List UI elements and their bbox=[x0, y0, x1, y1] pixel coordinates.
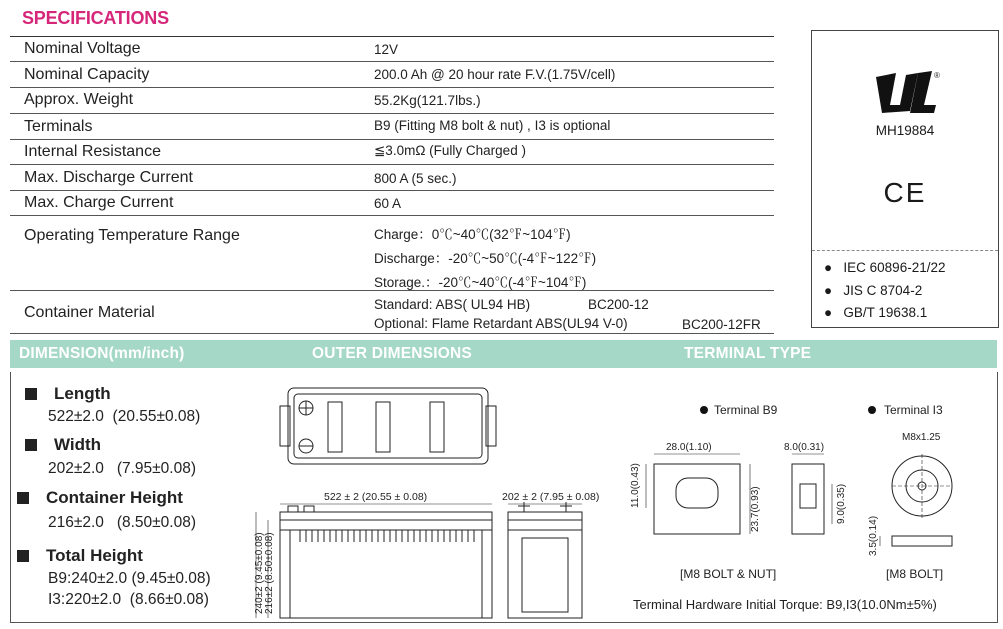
specifications-table bbox=[10, 36, 774, 334]
spec-value-discharge: Discharge：-20℃~50℃(-4℉~122℉) bbox=[374, 251, 597, 266]
terminal-type-drawing bbox=[616, 394, 994, 594]
container-height-value: 216±2.0 (8.50±0.08) bbox=[48, 514, 197, 531]
spec-value: 200.0 Ah @ 20 hour rate F.V.(1.75V/cell) bbox=[374, 67, 616, 82]
standard-item: ● GB/T 19638.1 bbox=[824, 305, 928, 320]
i3-thread-text: M8x1.25 bbox=[902, 432, 941, 443]
spec-row-max-charge-current bbox=[10, 191, 774, 216]
spec-label: Operating Temperature Range bbox=[24, 227, 240, 244]
certification-box bbox=[811, 30, 999, 328]
spec-label: Container Material bbox=[24, 304, 155, 321]
b9-width-text: 28.0(1.10) bbox=[666, 442, 712, 453]
spec-model-standard: BC200-12 bbox=[588, 297, 649, 312]
b9-height-text: 11.0(0.43) bbox=[630, 463, 641, 508]
total-height-b9: B9:240±2.0 (9.45±0.08) bbox=[48, 570, 211, 587]
standard-item: ● IEC 60896-21/22 bbox=[824, 260, 946, 275]
width-dimension-text: 202 ± 2 (7.95 ± 0.08) bbox=[502, 491, 600, 503]
spec-label: Nominal Voltage bbox=[24, 40, 141, 57]
spec-label: Internal Resistance bbox=[24, 143, 161, 160]
spec-model-optional: BC200-12FR bbox=[682, 317, 761, 332]
specifications-title: SPECIFICATIONS bbox=[22, 8, 169, 28]
width-label: Width bbox=[54, 435, 102, 454]
side-view-outline bbox=[508, 502, 582, 618]
spec-label: Approx. Weight bbox=[24, 91, 134, 108]
spec-value: 60 A bbox=[374, 196, 402, 211]
bullet-icon bbox=[700, 406, 708, 414]
spec-label: Nominal Capacity bbox=[24, 66, 150, 83]
terminal-i3-title: Terminal I3 bbox=[884, 403, 943, 417]
ul-number: MH19884 bbox=[875, 123, 935, 138]
spec-label: Terminals bbox=[24, 118, 93, 135]
divider bbox=[812, 250, 998, 251]
terminal-negative-icon bbox=[299, 439, 313, 453]
spec-row-container-material bbox=[10, 291, 774, 334]
total-height-i3: I3:220±2.0 (8.66±0.08) bbox=[48, 591, 209, 608]
bullet-icon bbox=[868, 406, 876, 414]
length-value: 522±2.0 (20.55±0.08) bbox=[48, 408, 201, 425]
spec-row-operating-temperature bbox=[10, 216, 774, 291]
b9-total-text: 23.7(0.93) bbox=[750, 486, 761, 532]
b9-caption: [M8 BOLT & NUT] bbox=[680, 567, 777, 581]
length-dimension-text: 522 ± 2 (20.55 ± 0.08) bbox=[324, 491, 428, 503]
spec-row-terminals bbox=[10, 114, 774, 140]
spec-row-max-discharge-current bbox=[10, 165, 774, 191]
section-header-band bbox=[10, 340, 997, 368]
spec-row-approx-weight bbox=[10, 88, 774, 114]
ce-mark: CE bbox=[883, 177, 927, 208]
spec-value: ≦3.0mΩ (Fully Charged ) bbox=[374, 143, 526, 158]
spec-value: 55.2Kg(121.7lbs.) bbox=[374, 93, 481, 108]
b9-thickness-text: 8.0(0.31) bbox=[784, 442, 825, 453]
spec-row-nominal-capacity bbox=[10, 62, 774, 88]
width-value: 202±2.0 (7.95±0.08) bbox=[48, 460, 197, 477]
spec-value-storage: Storage.：-20℃~40℃(-4℉~104℉) bbox=[374, 275, 587, 290]
spec-value-optional: Optional: Flame Retardant ABS(UL94 V-0) bbox=[374, 316, 628, 331]
spec-row-nominal-voltage bbox=[10, 37, 774, 62]
terminal-b9-title: Terminal B9 bbox=[714, 403, 778, 417]
spec-value-standard: Standard: ABS( UL94 HB) bbox=[374, 297, 531, 312]
outer-dimensions-header: OUTER DIMENSIONS bbox=[312, 345, 472, 362]
b9-terminal-side-view bbox=[792, 454, 832, 534]
length-label: Length bbox=[54, 384, 111, 403]
b9-terminal-front-view bbox=[646, 454, 750, 534]
terminal-positive-icon bbox=[299, 401, 313, 415]
i3-terminal-side-view bbox=[880, 536, 952, 546]
torque-note: Terminal Hardware Initial Torque: B9,I3(10.0Nm±5%) bbox=[633, 597, 937, 612]
total-height-label: Total Height bbox=[46, 546, 143, 565]
height-outer-text: 240±2 (9.45±0.08) bbox=[254, 532, 265, 614]
i3-terminal-top-view bbox=[892, 454, 952, 518]
spec-value-charge: Charge：0℃~40℃(32℉~104℉) bbox=[374, 227, 571, 242]
spec-value: 800 A (5 sec.) bbox=[374, 171, 457, 186]
i3-caption: [M8 BOLT] bbox=[886, 567, 944, 581]
outer-dimensions-drawing bbox=[244, 378, 614, 622]
terminal-type-header: TERMINAL TYPE bbox=[684, 345, 812, 362]
dimension-header: DIMENSION(mm/inch) bbox=[19, 345, 185, 362]
front-view-outline bbox=[280, 506, 492, 618]
registered-mark: ® bbox=[934, 71, 940, 80]
spec-value: B9 (Fitting M8 bolt & nut) , I3 is optional bbox=[374, 118, 611, 133]
container-height-label: Container Height bbox=[46, 488, 183, 507]
spec-row-internal-resistance bbox=[10, 140, 774, 165]
i3-height-text: 3.5(0.14) bbox=[868, 515, 879, 556]
spec-value: 12V bbox=[374, 42, 399, 57]
spec-label: Max. Charge Current bbox=[24, 194, 174, 211]
ul-mark-icon bbox=[874, 71, 940, 115]
top-view-outline bbox=[280, 388, 496, 464]
height-inner-text: 216±2 (8.50±0.08) bbox=[264, 532, 275, 614]
b9-hole-text: 9.0(0.35) bbox=[836, 483, 847, 524]
standard-item: ● JIS C 8704-2 bbox=[824, 283, 923, 298]
spec-label: Max. Discharge Current bbox=[24, 169, 193, 186]
